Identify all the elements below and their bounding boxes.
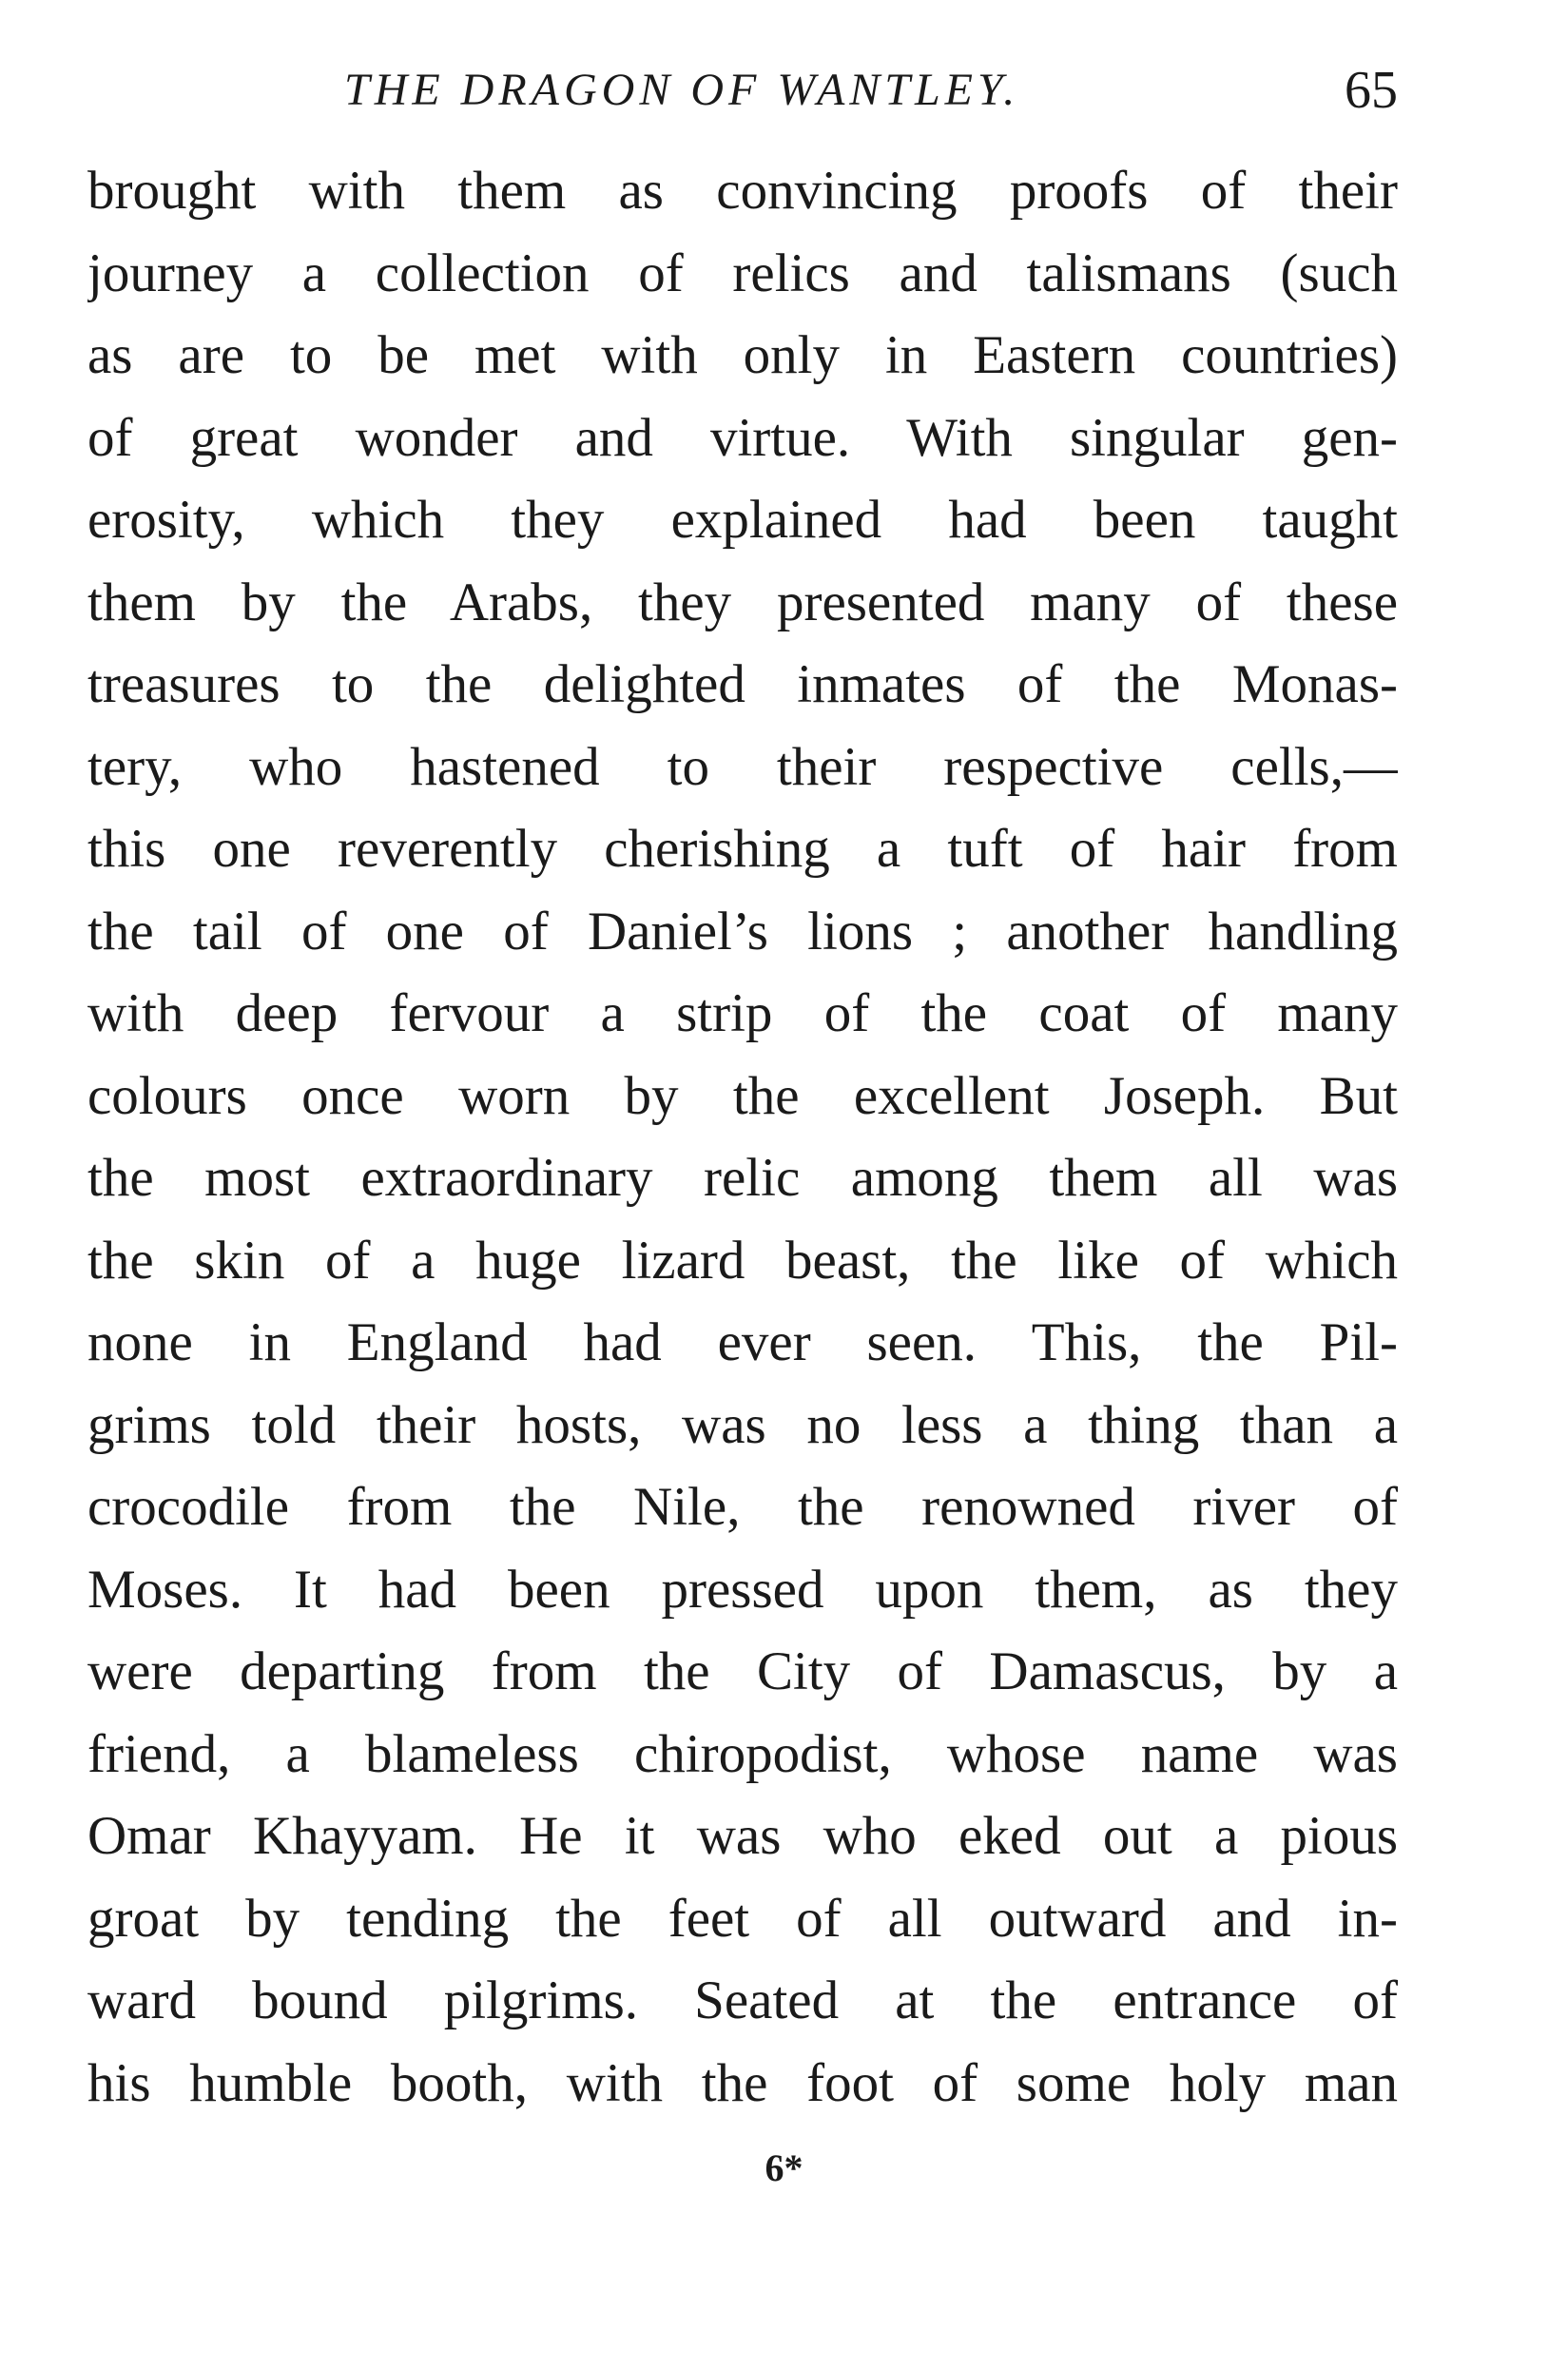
body-text	[87, 150, 1398, 2125]
text-line: Moses. It had been pressed upon them, as they	[87, 1559, 1398, 1620]
text-line: with deep fervour a strip of the coat of many	[87, 983, 1398, 1043]
text-line: his humble booth, with the foot of some holy man	[87, 2052, 1398, 2113]
running-title: THE DRAGON OF WANTLEY.	[344, 65, 1020, 115]
text-line: the skin of a huge lizard beast, the like of which	[87, 1230, 1398, 1291]
text-line: them by the Arabs, they presented many of these	[87, 572, 1398, 632]
text-line: Omar Khayyam. He it was who eked out a pious	[87, 1806, 1398, 1866]
signature-mark: 6*	[765, 2146, 803, 2189]
page-number: 65	[1345, 61, 1398, 120]
text-line: this one reverently cherishing a tuft of hair from	[87, 819, 1398, 879]
text-line: groat by tending the feet of all outward and in-	[87, 1888, 1398, 1949]
text-line: friend, a blameless chiropodist, whose name was	[87, 1723, 1398, 1784]
text-line: journey a collection of relics and talismans (such	[87, 243, 1398, 303]
text-line: treasures to the delighted inmates of the Monas-	[87, 654, 1398, 714]
running-head	[87, 52, 1398, 128]
text-line: the tail of one of Daniel’s lions ; another handling	[87, 901, 1398, 961]
text-line: erosity, which they explained had been taught	[87, 490, 1398, 550]
text-line: were departing from the City of Damascus, by a	[87, 1641, 1398, 1701]
text-line: of great wonder and virtue. With singular gen-	[87, 407, 1398, 468]
text-line: brought with them as convincing proofs of their	[87, 161, 1398, 221]
text-line: crocodile from the Nile, the renowned river of	[87, 1477, 1398, 1537]
text-line: ward bound pilgrims. Seated at the entrance of	[87, 1971, 1398, 2030]
text-line: tery, who hastened to their respective cells,—	[87, 736, 1398, 797]
text-line: the most extraordinary relic among them all was	[87, 1148, 1398, 1208]
text-line: none in England had ever seen. This, the Pil-	[87, 1312, 1398, 1372]
text-line: as are to be met with only in Eastern countries)	[87, 325, 1398, 385]
text-line: grims told their hosts, was no less a thing than a	[87, 1394, 1398, 1455]
text-line: colours once worn by the excellent Joseph. But	[87, 1065, 1398, 1126]
